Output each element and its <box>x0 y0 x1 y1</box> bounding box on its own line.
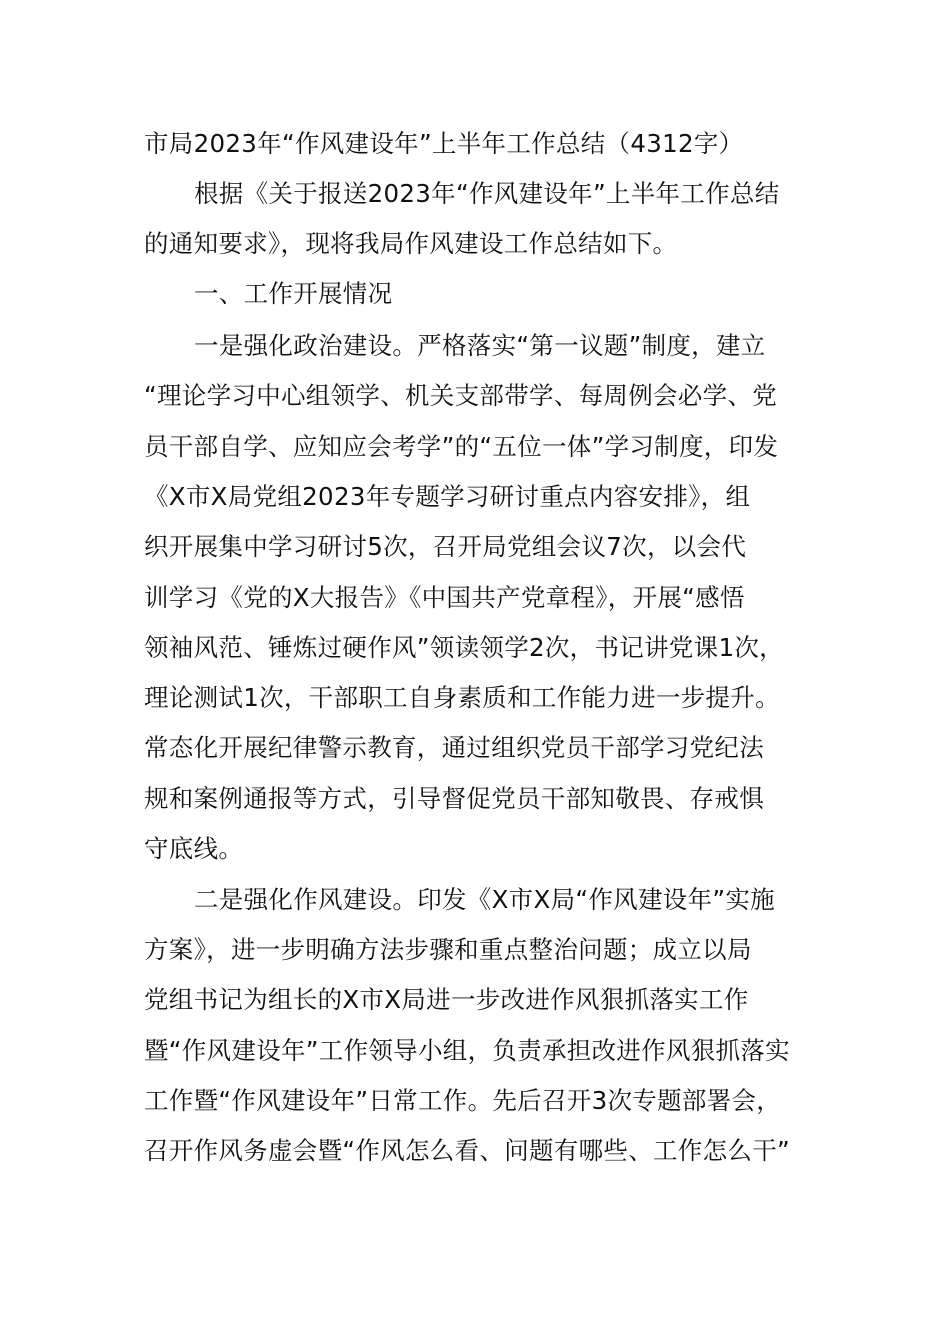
section-heading: 一、工作开展情况 <box>194 279 393 308</box>
document-title: 市局2023年“作风建设年”上半年工作总结（4312字） <box>144 129 744 158</box>
paragraph-line: 织开展集中学习研讨5次，召开局党组会议7次，以会代 <box>144 532 747 561</box>
paragraph-line: “理论学习中心组领学、机关支部带学、每周例会必学、党 <box>144 381 777 410</box>
paragraph-line: 《X市X局党组2023年专题学习研讨重点内容安排》，组 <box>144 482 751 511</box>
paragraph-line: 暨“作风建设年”工作领导小组，负责承担改进作风狠抓落实 <box>144 1036 790 1065</box>
paragraph-line: 工作暨“作风建设年”日常工作。先后召开3次专题部署会， <box>144 1086 782 1115</box>
paragraph-line: 方案》，进一步明确方法步骤和重点整治问题；成立以局 <box>144 935 752 964</box>
paragraph-line: 召开作风务虚会暨“作风怎么看、问题有哪些、工作怎么干” <box>144 1136 790 1165</box>
paragraph-line: 训学习《党的X大报告》《中国共产党章程》，开展“感悟 <box>144 583 745 612</box>
paragraph-line: 的通知要求》，现将我局作风建设工作总结如下。 <box>144 229 678 258</box>
paragraph-line: 常态化开展纪律警示教育，通过组织党员干部学习党纪法 <box>144 733 764 762</box>
paragraph-line: 一是强化政治建设。严格落实“第一议题”制度，建立 <box>194 331 766 360</box>
paragraph-line: 员干部自学、应知应会考学”的“五位一体”学习制度，印发 <box>144 432 779 461</box>
paragraph-line: 领袖风范、锤炼过硬作风”领读领学2次，书记讲党课1次， <box>144 633 784 662</box>
paragraph-line: 根据《关于报送2023年“作风建设年”上半年工作总结 <box>194 179 780 208</box>
paragraph-line: 理论测试1次，干部职工自身素质和工作能力进一步提升。 <box>144 683 780 712</box>
paragraph-line: 党组书记为组长的X市X局进一步改进作风狠抓落实工作 <box>144 985 749 1014</box>
paragraph-line: 规和案例通报等方式，引导督促党员干部知敬畏、存戒惧 <box>144 784 764 813</box>
paragraph-line: 守底线。 <box>144 834 244 863</box>
paragraph-line: 二是强化作风建设。印发《X市X局“作风建设年”实施 <box>194 885 775 914</box>
